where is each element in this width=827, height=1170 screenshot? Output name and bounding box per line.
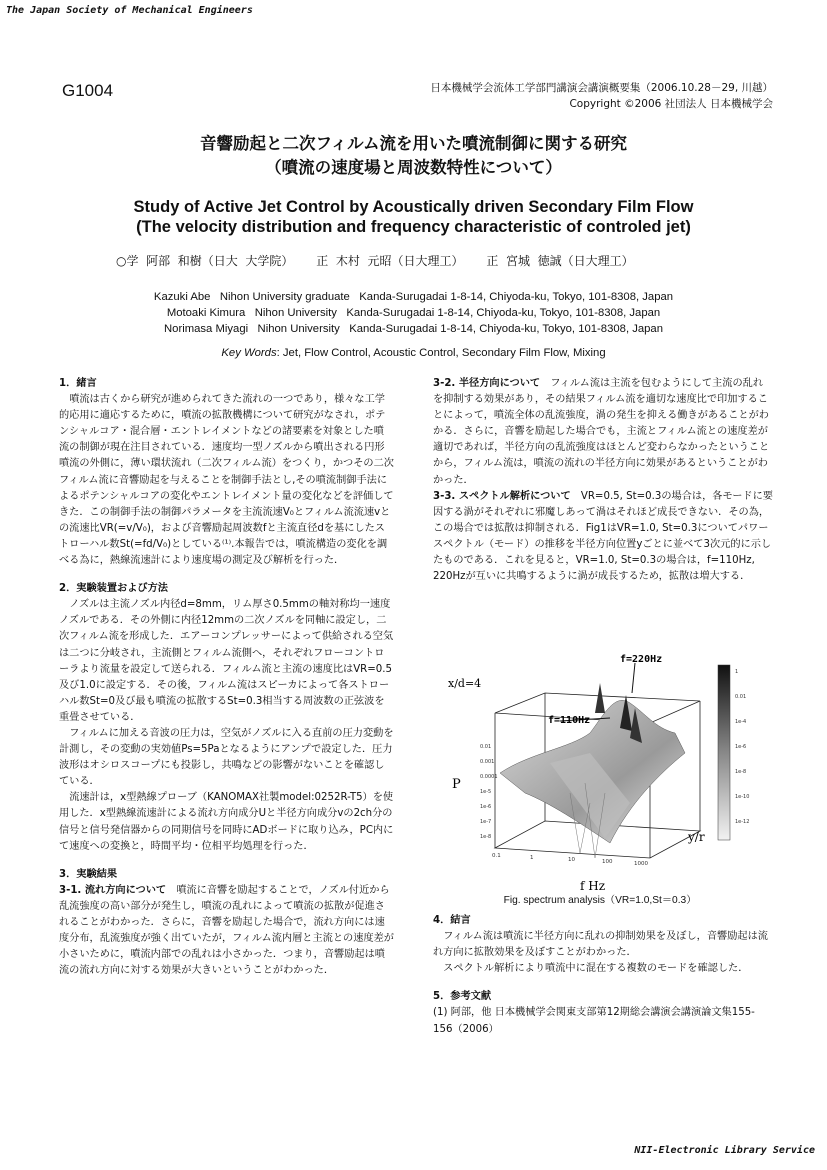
section-2-body-1: ノズルは主流ノズル内径d=8mm，リム厚さ0.5mmの軸対称均一速度ノズルである．その外側に内径12mmの二次ノズルを同軸に設定し，二次フィルム流を形成した．エアーコンプレッサーによって供給される空気は二つに分岐され，主流側とフィルム流側へ，それぞれフローコントローラより流量を設定して送られる．フィルム流と主流の速度比はVR=0.5及び1.0に設定する．その後，フィルム流はスピーカによって各ストローハル数St=0及び最も噴流の拡散するSt=0.3相当する周波数の正弦波を重畳させている． [59,599,394,723]
left-column [59,376,394,979]
keywords-text: : Jet, Flow Control, Acoustic Control, Secondary Film Flow, Mixing [276,347,606,359]
svg-text:1e-12: 1e-12 [735,819,750,825]
svg-text:1e-5: 1e-5 [480,789,492,795]
title-ja-line2: （噴流の速度場と周波数特性について） [265,158,562,177]
svg-text:1e-4: 1e-4 [735,719,747,725]
spectrum-plot [430,653,778,893]
paper-id: G1004 [62,81,114,100]
conference-name: 日本機械学会流体工学部門講演会講演概要集（2006.10.28－29, 川越） [430,82,773,94]
svg-text:0.0001: 0.0001 [480,774,498,780]
title-ja-line1: 音響励起と二次フィルム流を用いた噴流制御に関する研究 [199,134,628,153]
spectrum-figure [430,653,778,905]
svg-text:1: 1 [735,669,739,675]
authors-japanese: ○学 阿部 和樹（日大 大学院） 正 木村 元昭（日大理工） 正 宮城 徳誠（日大理工） [116,254,634,268]
reference-1: (1) 阿部，他 日本機械学会関東支部第12期総会講演会講演論文集155-156（2006） [433,1007,755,1035]
title-en-line2: (The velocity distribution and frequency characteristic of controled jet) [136,218,691,236]
section-3-1 [59,883,394,980]
svg-text:0.001: 0.001 [480,759,495,765]
f-tick-0: 0.1 [492,853,501,859]
f-tick-4: 1000 [634,861,648,867]
peak-220-label: f=220Hz [620,654,663,665]
affiliation-1: Kazuki Abe Nihon University graduate Kanda-Surugadai 1-8-14, Chiyoda-ku, Tokyo, 101-8308, Japan [153,291,674,303]
section-4-body-1: フィルム流は噴流に半径方向に乱れの抑制効果を及ぼし，音響励起は流れ方向に拡散効果を及ぼすことがわかった． [433,931,768,959]
affiliation-3: Norimasa Miyagi Nihon University Kanda-Surugadai 1-8-14, Chiyoda-ku, Tokyo, 101-8308, Japan [164,323,663,335]
section-5-heading: 5．参考文献 [433,991,492,1003]
f-tick-2: 10 [568,857,575,863]
section-1-body: 噴流は古くから研究が進められてきた流れの一つであり，様々な工学的応用に適応するために，噴流の拡散機構について研究がなされ，ポテンシャルコア・混合層・エントレイメントなどの諸要素を対象とした噴流の制御が現在注目されている．速度均一型ノズルから噴出される円形噴流の外側に，薄い環状流れ（二次フィルム流）をつくり，かつその二次フィルム流に音響励起を与えることを制御手法とし,その噴流制御手法によるポテンシャルコアの変化やエントレイメント量の変化などを評価してきた．この制御手法の制御パラメータを主流流速V₀とフィルム流流速vとの流速比VR(=v/V₀)，および音響励起周波数fと主流直径dを基にしたストローハル数St(=fd/V₀)としている⁽¹⁾.本報告では，噴流構造の変化を調べる為に，熱線流速計により速度場の測定及び解析を行った． [59,394,394,567]
section-3-3 [433,489,773,586]
svg-text:1e-6: 1e-6 [480,804,492,810]
svg-text:0.01: 0.01 [735,694,747,700]
peak-110-label: f=110Hz [548,715,591,726]
section-3-3-body: VR=0.5, St=0.3の場合は，各モードに要因する渦がそれぞれに邪魔しあって渦はそれほど成長できない．その為，この場合では拡散は抑制される．Fig1はVR=1.0, St=0.3についてパワースペクトル（モード）の推移を半径方向位置yごとに並べて3次元的に示したものである．これを見ると，VR=1.0, St=0.3の場合は，f=110Hz, 220Hzが互いに共鳴するように渦が成長するため，拡散は増大する． [433,490,773,583]
svg-text:0.01: 0.01 [480,744,492,750]
spectral-surface [500,683,685,858]
section-3-1-body: 噴流に音響を励起することで，ノズル付近から乱流強度の高い部分が発生し，噴流の乱れによって噴流の拡散が促進されることがわかった．さらに，音響を励起した場合で，流れ方向には速度分布，乱流強度が強く出ていたが，フィルム流内層と主流との速度差が小さいために，噴流内部での乱れは小さかった．つまり，音響励起は噴流の流れ方向に対する効果が大きいということがわかった． [59,884,394,977]
affiliations [60,289,767,337]
svg-text:1e-8: 1e-8 [480,834,492,840]
section-2-body-2: フィルムに加える音波の圧力は，空気がノズルに入る直前の圧力変動を計測し，その変動の実効値Ps=5Paとなるようにアンプで設定した．圧力波形はオシロスコープにも投影し，共鳴などの影響がないことを確認している． [59,727,394,788]
section-2-heading: 2．実験装置および方法 [59,583,168,595]
conference-info [430,80,773,112]
section-4-body-2: スペクトル解析により噴流中に混在する複数のモードを確認した． [443,963,749,975]
section-1-heading: 1．緒言 [59,378,97,389]
footer-nii: NII-Electronic Library Service [634,1145,815,1156]
section-3-heading: 3．実験結果 [59,868,118,880]
svg-text:1e-10: 1e-10 [735,794,750,800]
society-header: The Japan Society of Mechanical Engineers [6,5,253,16]
svg-text:1e-6: 1e-6 [735,744,747,750]
title-japanese [60,132,767,180]
title-english [60,197,767,237]
svg-text:1e-8: 1e-8 [735,769,747,775]
keywords [60,347,767,359]
f-tick-3: 100 [602,859,613,865]
colorbar [718,665,730,840]
keywords-label: Key Words [221,347,277,359]
svg-text:1e-7: 1e-7 [480,819,492,825]
figure-caption: Fig. spectrum analysis（VR=1.0,St＝0.3） [503,895,697,906]
right-column [433,376,773,585]
xd-label: x/d=4 [448,677,482,690]
f-axis-label: f Hz [580,879,606,893]
section-3-3-heading: 3-3. スペクトル解析について [433,490,571,502]
section-4-heading: 4．結言 [433,915,471,926]
section-3-1-heading: 3-1. 流れ方向について [59,884,167,896]
y-axis-label: y/r [688,830,705,844]
copyright-line: Copyright ©2006 社団法人 日本機械学会 [569,98,773,110]
title-en-line1: Study of Active Jet Control by Acoustically driven Secondary Film Flow [133,198,694,216]
section-3-2-heading: 3-2. 半径方向について [433,378,541,389]
f-tick-1: 1 [530,855,534,861]
section-2-body-3: 流速計は，x型熱線プローブ（KANOMAX社製model:0252R-T5）を使用した．x型熱線流速計による流れ方向成分Uと半径方向成分vの2ch分の信号と信号発信器からの同期信号を同時にADボードに取り込み，PC内にて速度への変換と，時間平均・位相平均処理を行った． [59,792,394,852]
affiliation-2: Motoaki Kimura Nihon University Kanda-Surugadai 1-8-14, Chiyoda-ku, Tokyo, 101-8308, Japan [166,307,661,319]
section-3-2 [433,376,773,489]
p-axis-label: P [452,777,461,792]
right-column-lower [433,913,773,1038]
section-3-2-body: フィルム流は主流を包むようにして主流の乱れを抑制する効果があり，その結果フィルム流を適切な速度比で印加することによって，噴流全体の乱流強度，渦の発生を抑える働きがあることがわかる．さらに，音響を励起した場合でも，主流とフィルム流との速度差が適切であれば，半径方向の乱流強度はほとんど変わらなかったということから，フィルム流は，噴流の流れの半径方向に効果があるということがわかった． [433,378,770,486]
